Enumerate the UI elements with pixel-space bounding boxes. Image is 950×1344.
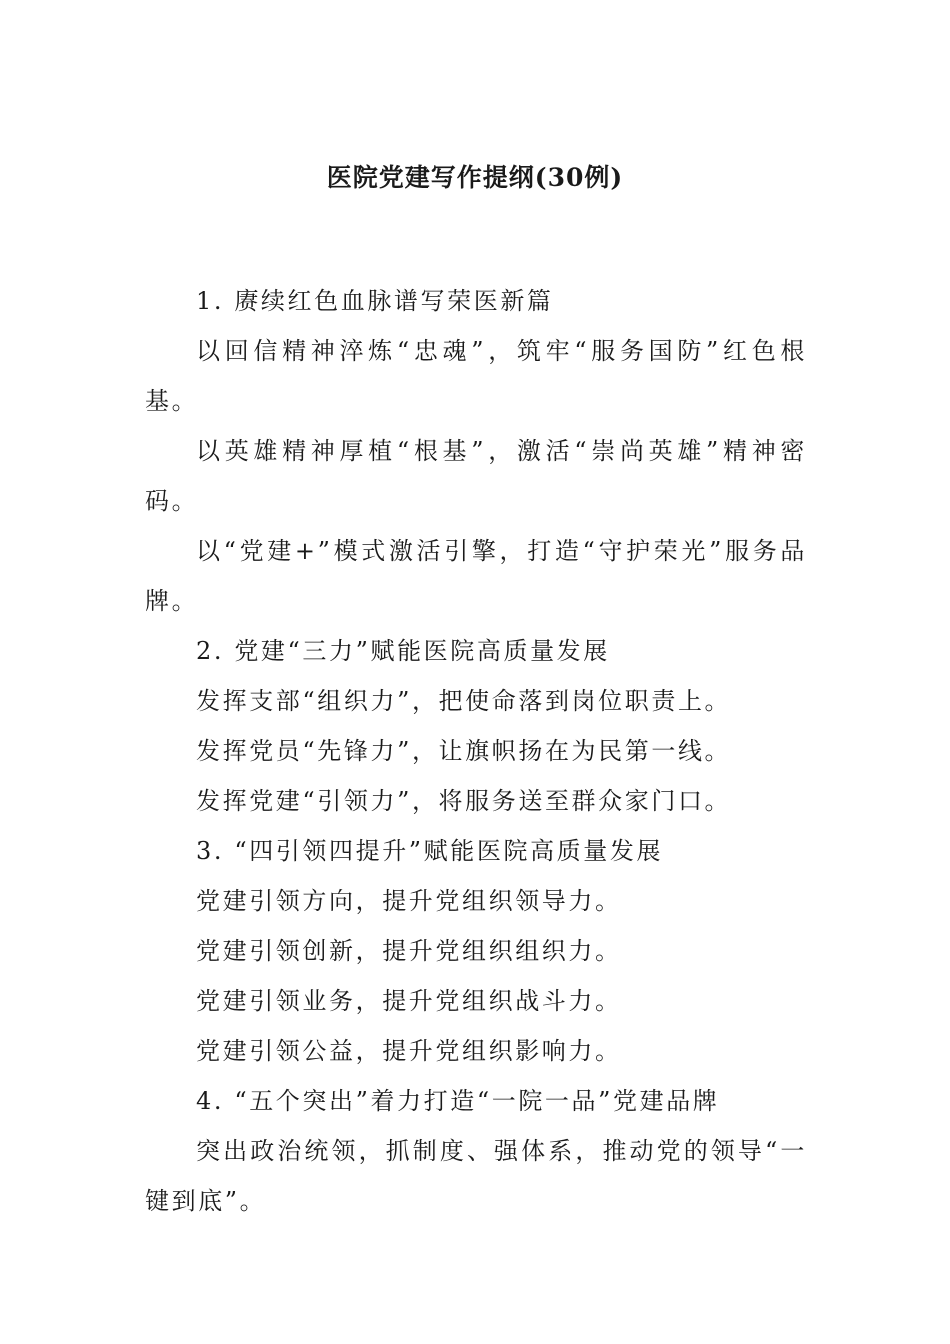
heading-2: 2. 党建“三力”赋能医院高质量发展 [196,637,610,665]
paragraph: 以“党建+”模式激活引擎，打造“守护荣光”服务品牌。 [145,537,807,615]
heading-3: 3. “四引领四提升”赋能医院高质量发展 [196,837,664,865]
paragraph: 党建引领业务，提升党组织战斗力。 [196,987,622,1015]
heading-4: 4. “五个突出”着力打造“一院一品”党建品牌 [196,1087,720,1115]
paragraph: 发挥支部“组织力”，把使命落到岗位职责上。 [196,687,732,715]
paragraph: 党建引领创新，提升党组织组织力。 [196,937,622,965]
paragraph: 发挥党员“先锋力”，让旗帜扬在为民第一线。 [196,737,732,765]
heading-1: 1. 赓续红色血脉谱写荣医新篇 [196,287,554,315]
paragraph: 党建引领公益，提升党组织影响力。 [196,1037,622,1065]
paragraph: 党建引领方向，提升党组织领导力。 [196,887,622,915]
paragraph: 以回信精神淬炼“忠魂”，筑牢“服务国防”红色根基。 [145,337,807,415]
document-title: 医院党建写作提纲(30例) [326,163,624,192]
document-body [145,276,807,1226]
paragraph: 突出政治统领，抓制度、强体系，推动党的领导“一键到底”。 [145,1137,807,1215]
paragraph: 以英雄精神厚植“根基”，激活“崇尚英雄”精神密码。 [145,437,807,515]
paragraph: 发挥党建“引领力”，将服务送至群众家门口。 [196,787,732,815]
